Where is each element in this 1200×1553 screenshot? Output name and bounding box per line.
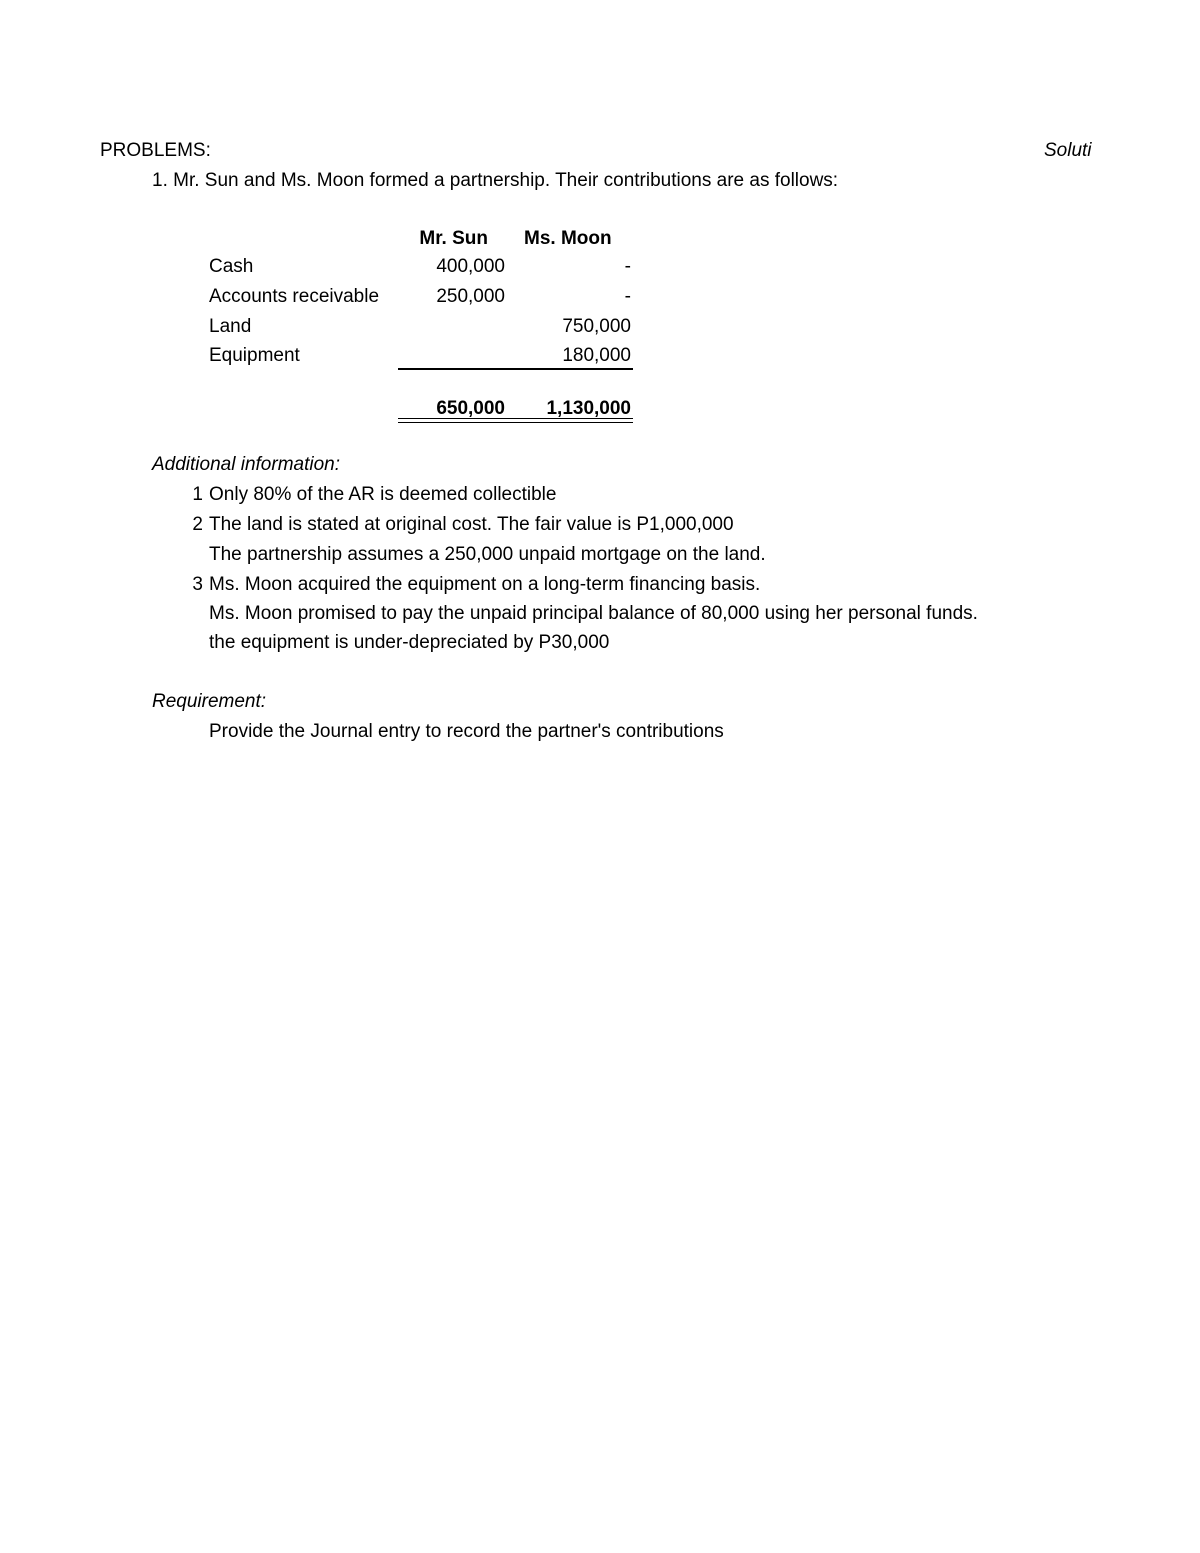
solution-heading: Soluti bbox=[1044, 140, 1092, 161]
column-header-mr-sun: Mr. Sun bbox=[419, 228, 488, 249]
list-item: the equipment is under-depreciated by P30,000 bbox=[209, 632, 610, 653]
total-moon: 1,130,000 bbox=[546, 398, 631, 419]
requirement-text: Provide the Journal entry to record the partner's contributions bbox=[209, 721, 724, 742]
table-cell-moon: 750,000 bbox=[562, 316, 631, 337]
list-item: The partnership assumes a 250,000 unpaid mortgage on the land. bbox=[209, 544, 766, 565]
list-item-number: 3 bbox=[192, 574, 203, 595]
problems-heading: PROBLEMS: bbox=[100, 140, 211, 161]
list-item: Only 80% of the AR is deemed collectible bbox=[209, 484, 557, 505]
requirement-heading: Requirement: bbox=[152, 691, 267, 712]
additional-info-heading: Additional information: bbox=[152, 454, 340, 475]
table-row-label: Cash bbox=[209, 256, 254, 277]
list-item-number: 1 bbox=[192, 484, 203, 505]
list-item-number: 2 bbox=[192, 514, 203, 535]
table-cell-sun: 400,000 bbox=[436, 256, 505, 277]
total-sun: 650,000 bbox=[436, 398, 505, 419]
table-cell-sun: 250,000 bbox=[436, 286, 505, 307]
table-row-label: Equipment bbox=[209, 345, 300, 366]
table-cell-moon: - bbox=[624, 256, 631, 277]
table-cell-moon: - bbox=[624, 286, 631, 307]
table-cell-moon: 180,000 bbox=[562, 345, 631, 366]
subtotal-rule bbox=[398, 368, 633, 370]
table-row-label: Accounts receivable bbox=[209, 286, 380, 307]
problem-statement: 1. Mr. Sun and Ms. Moon formed a partnership. Their contributions are as follows: bbox=[152, 170, 839, 191]
table-row-label: Land bbox=[209, 316, 252, 337]
list-item: The land is stated at original cost. The fair value is P1,000,000 bbox=[209, 514, 734, 535]
list-item: Ms. Moon acquired the equipment on a long-term financing basis. bbox=[209, 574, 761, 595]
list-item: Ms. Moon promised to pay the unpaid principal balance of 80,000 using her personal funds. bbox=[209, 603, 978, 624]
column-header-ms-moon: Ms. Moon bbox=[524, 228, 612, 249]
total-double-rule bbox=[398, 418, 633, 423]
